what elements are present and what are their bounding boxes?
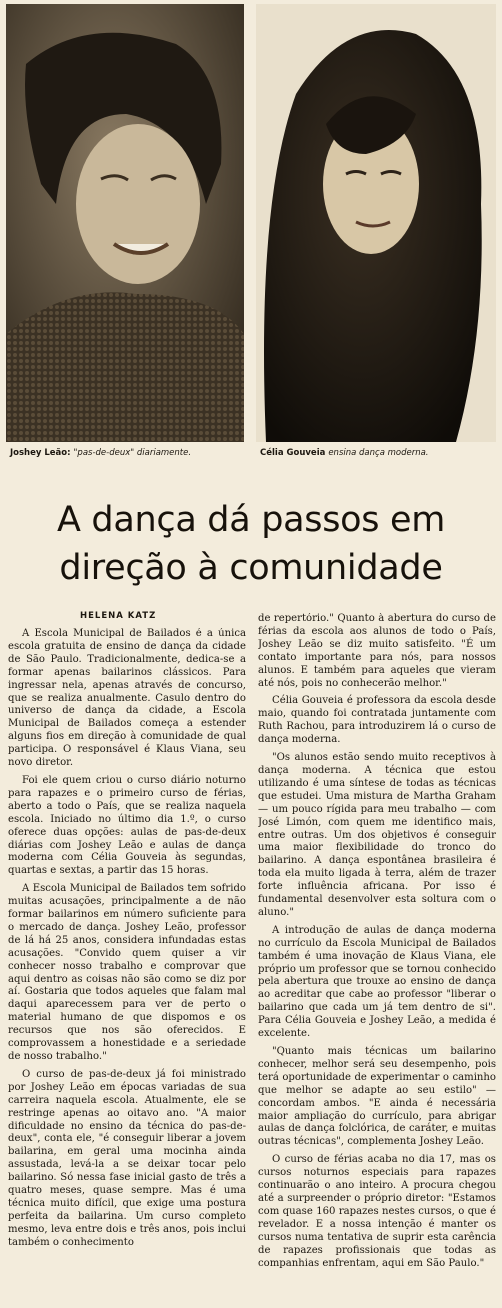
photo-celia-gouveia <box>256 4 496 442</box>
caption-text: ensina dança moderna. <box>328 448 429 458</box>
caption-name: Joshey Leão: <box>10 448 71 458</box>
caption-text: "pas-de-deux" diariamente. <box>73 448 192 458</box>
article-column-right <box>258 613 496 1303</box>
paragraph: O curso de pas-de-deux já foi ministrado por Joshey Leão em épocas variadas de sua carreira naquela escola. Atualmente, ele se restringe apenas ao oitavo ano. "A maior dificuldade no ensino da técnica do pas-de-deux", conta ele, "é conseguir liberar a jovem bailarina, em geral uma mocinha ainda assustada, levá-la a se deixar tocar pelo bailarino. Só nessa fase inicial gasto de três a quatro meses, quase sempre. Mas é uma técnica muito difícil, que exige uma postura perfeita da bailarina. Um curso completo mesmo, leva entre dois e três anos, pois inclui também o conhecimento <box>8 1068 246 1248</box>
photo-caption-left <box>10 448 191 458</box>
headline-line-1: A dança dá passos em <box>56 500 446 540</box>
photo-joshey-leao <box>6 4 244 442</box>
paragraph: A Escola Municipal de Bailados é a única escola gratuita de ensino de dança da cidade de São Paulo. Tradicionalmente, dedica-se a formar apenas bailarinos clássicos. Para ingressar nela, apenas através de concurso, que se realiza anualmente. Casulo dentro do universo de dança da cidade, a Escola Municipal de Bailados começa a estender alguns fios em direção à comunidade de qual participa. O responsável é Klaus Viana, seu novo diretor. <box>8 628 246 769</box>
paragraph: "Quanto mais técnicas um bailarino conhecer, melhor será seu desempenho, pois terá oportunidade de experimentar o caminho que melhor se adapte ao seu estilo" — concordam ambos. "E ainda é necessária maior ampliação do currículo, para abrigar aulas de dança folclórica, de caráter, e muitas outras técnicas", complementa Joshey Leão. <box>258 1046 496 1148</box>
paragraph: A introdução de aulas de dança moderna no currículo da Escola Municipal de Bailados também é uma inovação de Klaus Viana, ele próprio um professor que se tornou conhecido pela abertura que trouxe ao ensino de dança ao acreditar que cabe ao professor "liberar o bailarino que cada um já tem dentro de si". Para Célia Gouveia e Joshey Leão, a medida é excelente. <box>258 924 496 1040</box>
photo-row <box>6 4 496 466</box>
paragraph: Foi ele quem criou o curso diário noturno para rapazes e o primeiro curso de férias, aberto a todo o País, que se realiza naquela escola. Iniciado no último dia 1.º, o curso oferece duas opções: aulas de pas-de-deux diárias com Joshey Leão e aulas de dança moderna com Célia Gouveia às segundas, quartas e sextas, a partir das 15 horas. <box>8 774 246 877</box>
photo-caption-right <box>260 448 429 458</box>
caption-name: Célia Gouveia <box>260 448 326 458</box>
paragraph: "Os alunos estão sendo muito receptivos à dança moderna. A técnica que estou utilizando é uma síntese de todas as técnicas que estudei. Uma mistura de Martha Graham — um pouco rígida para meu trabalho — com José Limón, com quem me identifico mais, entre outras. Um dos objetivos é conseguir uma maior flexibilidade do tronco do bailarino. A dança espontânea brasileira é toda ela muito ligada à terra, além de trazer forte influência africana. Por isso é fundamental desenvolver esta soltura com o aluno." <box>258 752 496 918</box>
article-column-left <box>8 628 246 1304</box>
paragraph: O curso de férias acaba no dia 17, mas os cursos noturnos especiais para rapazes continuarão o ano inteiro. A procura chegou até a surpreender o próprio diretor: "Estamos com quase 160 rapazes nestes cursos, o que é revelador. E a nossa intenção é manter os cursos numa tentativa de suprir esta carência de rapazes profissionais que todas as companhias enfrentam, aqui em São Paulo." <box>258 1154 496 1269</box>
byline: HELENA KATZ <box>80 611 157 621</box>
paragraph: de repertório." Quanto à abertura do curso de férias da escola aos alunos de todo o País, Joshey Leão se diz muito satisfeito. "É um contato importante para nós, para nossos alunos. E também para aqueles que vieram até nós, pois no conhecerão melhor." <box>258 613 496 689</box>
paragraph: A Escola Municipal de Bailados tem sofrido muitas acusações, principalmente a de não formar bailarinos em número suficiente para o mercado de dança. Joshey Leão, professor de lá há 25 anos, considera infundadas estas acusações. "Convido quem quiser a vir conhecer nosso trabalho e comprovar que aqui dentro as coisas não são como se diz por aí. Gostaria que todos aqueles que falam mal daqui aparecessem para ver de perto o material humano de que dispomos e os recursos que nos são oferecidos. E comprovassem a honestidade e a seriedade de nosso trabalho." <box>8 883 246 1062</box>
headline <box>0 496 502 592</box>
paragraph: Célia Gouveia é professora da escola desde maio, quando foi contratada juntamente com Ruth Rachou, para introduzirem lá o curso de dança moderna. <box>258 695 496 746</box>
headline-line-2: direção à comunidade <box>59 548 443 588</box>
